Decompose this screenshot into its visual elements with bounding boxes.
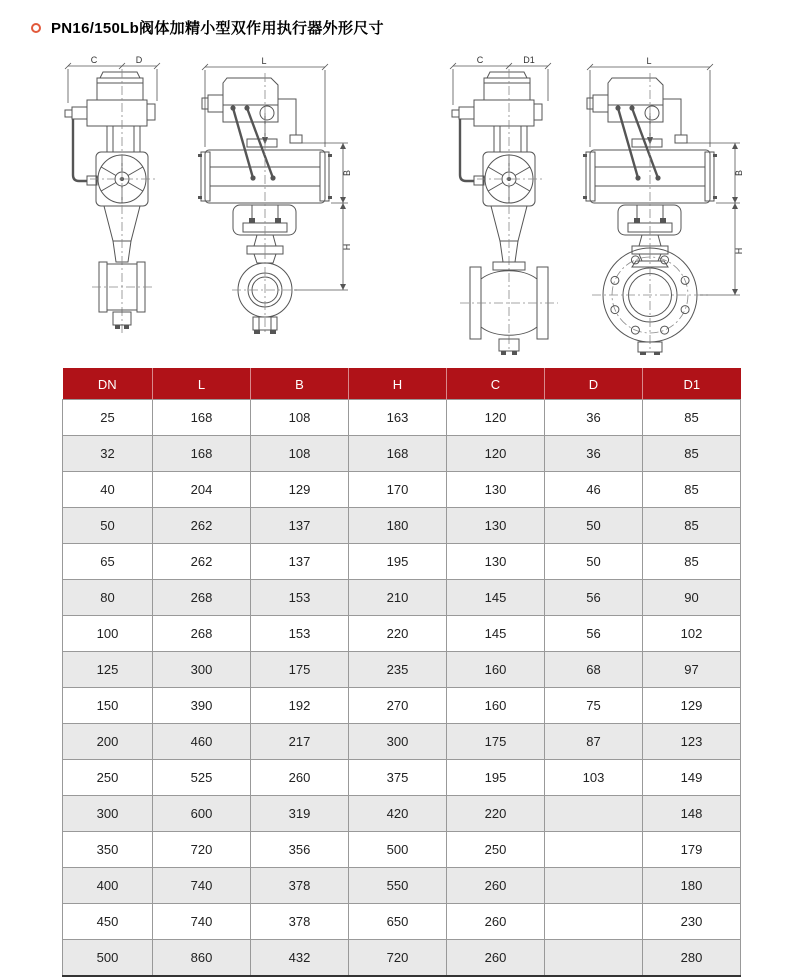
table-cell: 149	[643, 760, 741, 796]
technical-drawings	[40, 55, 775, 355]
table-cell: 85	[643, 436, 741, 472]
table-cell: 192	[251, 688, 349, 724]
table-cell: 319	[251, 796, 349, 832]
table-row	[63, 472, 741, 508]
table-cell: 525	[153, 760, 251, 796]
table-row	[63, 724, 741, 760]
table-cell: 210	[349, 580, 447, 616]
table-cell: 170	[349, 472, 447, 508]
bullet-icon	[31, 23, 41, 33]
bolt-hole	[681, 306, 689, 314]
table-cell: 80	[63, 580, 153, 616]
table-cell: 56	[545, 616, 643, 652]
dimension-table	[62, 368, 741, 977]
table-cell: 550	[349, 868, 447, 904]
page-title-row	[31, 17, 384, 38]
table-row	[63, 940, 741, 977]
table-cell: 160	[447, 688, 545, 724]
table-cell: 130	[447, 508, 545, 544]
table-header-row	[63, 369, 741, 400]
table-cell: 720	[153, 832, 251, 868]
table-cell: 153	[251, 616, 349, 652]
table-body	[63, 400, 741, 977]
table-cell: 85	[643, 400, 741, 436]
table-cell: 260	[251, 760, 349, 796]
table-cell: 103	[545, 760, 643, 796]
table-row	[63, 796, 741, 832]
table-cell: 220	[349, 616, 447, 652]
table-cell: 500	[63, 940, 153, 977]
table-cell: 180	[349, 508, 447, 544]
table-cell: 50	[63, 508, 153, 544]
table-cell: 153	[251, 580, 349, 616]
table-cell: 860	[153, 940, 251, 977]
table-cell: 100	[63, 616, 153, 652]
drawing-wafer-valve-front-view	[198, 56, 352, 335]
table-cell: 378	[251, 904, 349, 940]
solenoid-valve	[208, 95, 223, 112]
table-cell: 268	[153, 616, 251, 652]
page-title: PN16/150Lb阀体加精小型双作用执行器外形尺寸	[51, 20, 384, 37]
drawing-flanged-valve-side-view	[450, 55, 558, 355]
air-tube	[73, 119, 87, 181]
table-cell: 65	[63, 544, 153, 580]
table-cell: 420	[349, 796, 447, 832]
col-header-h: H	[349, 369, 447, 400]
table-cell: 200	[63, 724, 153, 760]
table-cell: 87	[545, 724, 643, 760]
table-cell: 36	[545, 400, 643, 436]
table-cell: 108	[251, 400, 349, 436]
dimension-line-cd1	[450, 55, 551, 105]
table-cell: 50	[545, 544, 643, 580]
table-cell: 432	[251, 940, 349, 977]
table-cell: 36	[545, 436, 643, 472]
table-cell: 85	[643, 472, 741, 508]
table-cell	[545, 832, 643, 868]
dim-label-b: B	[342, 169, 352, 177]
dimension-line-h	[700, 203, 744, 295]
table-cell: 148	[643, 796, 741, 832]
table-cell: 268	[153, 580, 251, 616]
table-cell: 720	[349, 940, 447, 977]
table-cell: 250	[63, 760, 153, 796]
table-cell: 25	[63, 400, 153, 436]
table-cell: 137	[251, 544, 349, 580]
dim-label-l: L	[261, 56, 267, 66]
table-cell: 130	[447, 472, 545, 508]
table-cell: 378	[251, 868, 349, 904]
actuator-side-assembly	[65, 69, 156, 335]
dim-label-h: H	[342, 243, 352, 251]
table-cell: 600	[153, 796, 251, 832]
table-cell: 740	[153, 904, 251, 940]
table-cell: 175	[447, 724, 545, 760]
col-header-d: D	[545, 369, 643, 400]
table-row	[63, 904, 741, 940]
table-row	[63, 436, 741, 472]
table-row	[63, 616, 741, 652]
flanged-valve-body-front	[592, 248, 708, 355]
col-header-l: L	[153, 369, 251, 400]
actuator-front-assembly	[198, 73, 332, 254]
table-cell: 179	[643, 832, 741, 868]
table-cell: 145	[447, 616, 545, 652]
dim-label-b: B	[734, 169, 744, 177]
table-cell: 740	[153, 868, 251, 904]
dim-label-c: C	[90, 55, 98, 65]
dim-label-d1: D1	[523, 55, 535, 65]
col-header-dn: DN	[63, 369, 153, 400]
table-cell: 300	[153, 652, 251, 688]
table-cell: 85	[643, 508, 741, 544]
table-cell: 270	[349, 688, 447, 724]
table-row	[63, 760, 741, 796]
dimension-line-h	[294, 203, 352, 290]
table-cell: 145	[447, 580, 545, 616]
table-row	[63, 580, 741, 616]
table-cell: 123	[643, 724, 741, 760]
table-cell: 50	[545, 508, 643, 544]
table-cell: 356	[251, 832, 349, 868]
table-cell: 250	[447, 832, 545, 868]
table-cell: 46	[545, 472, 643, 508]
table-cell	[545, 796, 643, 832]
col-header-c: C	[447, 369, 545, 400]
table-cell: 129	[643, 688, 741, 724]
col-header-d1: D1	[643, 369, 741, 400]
table-cell: 204	[153, 472, 251, 508]
table-cell: 163	[349, 400, 447, 436]
table-cell: 450	[63, 904, 153, 940]
table-row	[63, 544, 741, 580]
table-cell: 168	[153, 436, 251, 472]
table-row	[63, 868, 741, 904]
table-cell: 125	[63, 652, 153, 688]
dim-label-h: H	[734, 247, 744, 255]
table-row	[63, 688, 741, 724]
table-cell: 650	[349, 904, 447, 940]
dim-label-l: L	[646, 56, 652, 66]
table-cell: 460	[153, 724, 251, 760]
table-cell: 90	[643, 580, 741, 616]
bolt-hole	[611, 276, 619, 284]
table-cell: 160	[447, 652, 545, 688]
table-cell: 56	[545, 580, 643, 616]
table-cell: 102	[643, 616, 741, 652]
table-cell: 400	[63, 868, 153, 904]
table-row	[63, 832, 741, 868]
table-cell: 130	[447, 544, 545, 580]
dim-label-c: C	[476, 55, 484, 65]
table-cell: 75	[545, 688, 643, 724]
table-cell: 390	[153, 688, 251, 724]
dim-label-d: D	[135, 55, 143, 65]
table-cell: 129	[251, 472, 349, 508]
table-cell: 120	[447, 436, 545, 472]
table-cell: 195	[349, 544, 447, 580]
drawing-wafer-valve-side-view	[65, 55, 160, 335]
table-cell: 375	[349, 760, 447, 796]
dimension-line-cd	[65, 55, 160, 103]
table-cell: 195	[447, 760, 545, 796]
table-cell: 175	[251, 652, 349, 688]
table-cell: 97	[643, 652, 741, 688]
table-cell: 350	[63, 832, 153, 868]
table-cell: 260	[447, 904, 545, 940]
table-cell: 262	[153, 544, 251, 580]
table-cell: 137	[251, 508, 349, 544]
table-cell: 68	[545, 652, 643, 688]
col-header-b: B	[251, 369, 349, 400]
drawing-flanged-valve-front-view	[583, 56, 744, 355]
table-cell: 168	[349, 436, 447, 472]
table-cell: 235	[349, 652, 447, 688]
table-cell	[545, 868, 643, 904]
table-cell: 85	[643, 544, 741, 580]
table-cell: 500	[349, 832, 447, 868]
table-cell: 262	[153, 508, 251, 544]
table-cell: 40	[63, 472, 153, 508]
bolt-hole	[661, 326, 669, 334]
table-cell: 32	[63, 436, 153, 472]
wafer-valve-body-front	[232, 250, 298, 335]
table-cell	[545, 904, 643, 940]
table-row	[63, 508, 741, 544]
table-cell: 180	[643, 868, 741, 904]
table-row	[63, 652, 741, 688]
table-cell: 168	[153, 400, 251, 436]
table-row	[63, 400, 741, 436]
table-cell: 120	[447, 400, 545, 436]
table-cell: 260	[447, 940, 545, 977]
table-cell: 230	[643, 904, 741, 940]
table-cell: 108	[251, 436, 349, 472]
table-cell: 220	[447, 796, 545, 832]
table-cell: 300	[349, 724, 447, 760]
table-cell: 217	[251, 724, 349, 760]
table-cell: 300	[63, 796, 153, 832]
table-cell	[545, 940, 643, 977]
table-cell: 280	[643, 940, 741, 977]
table-cell: 260	[447, 868, 545, 904]
table-cell: 150	[63, 688, 153, 724]
